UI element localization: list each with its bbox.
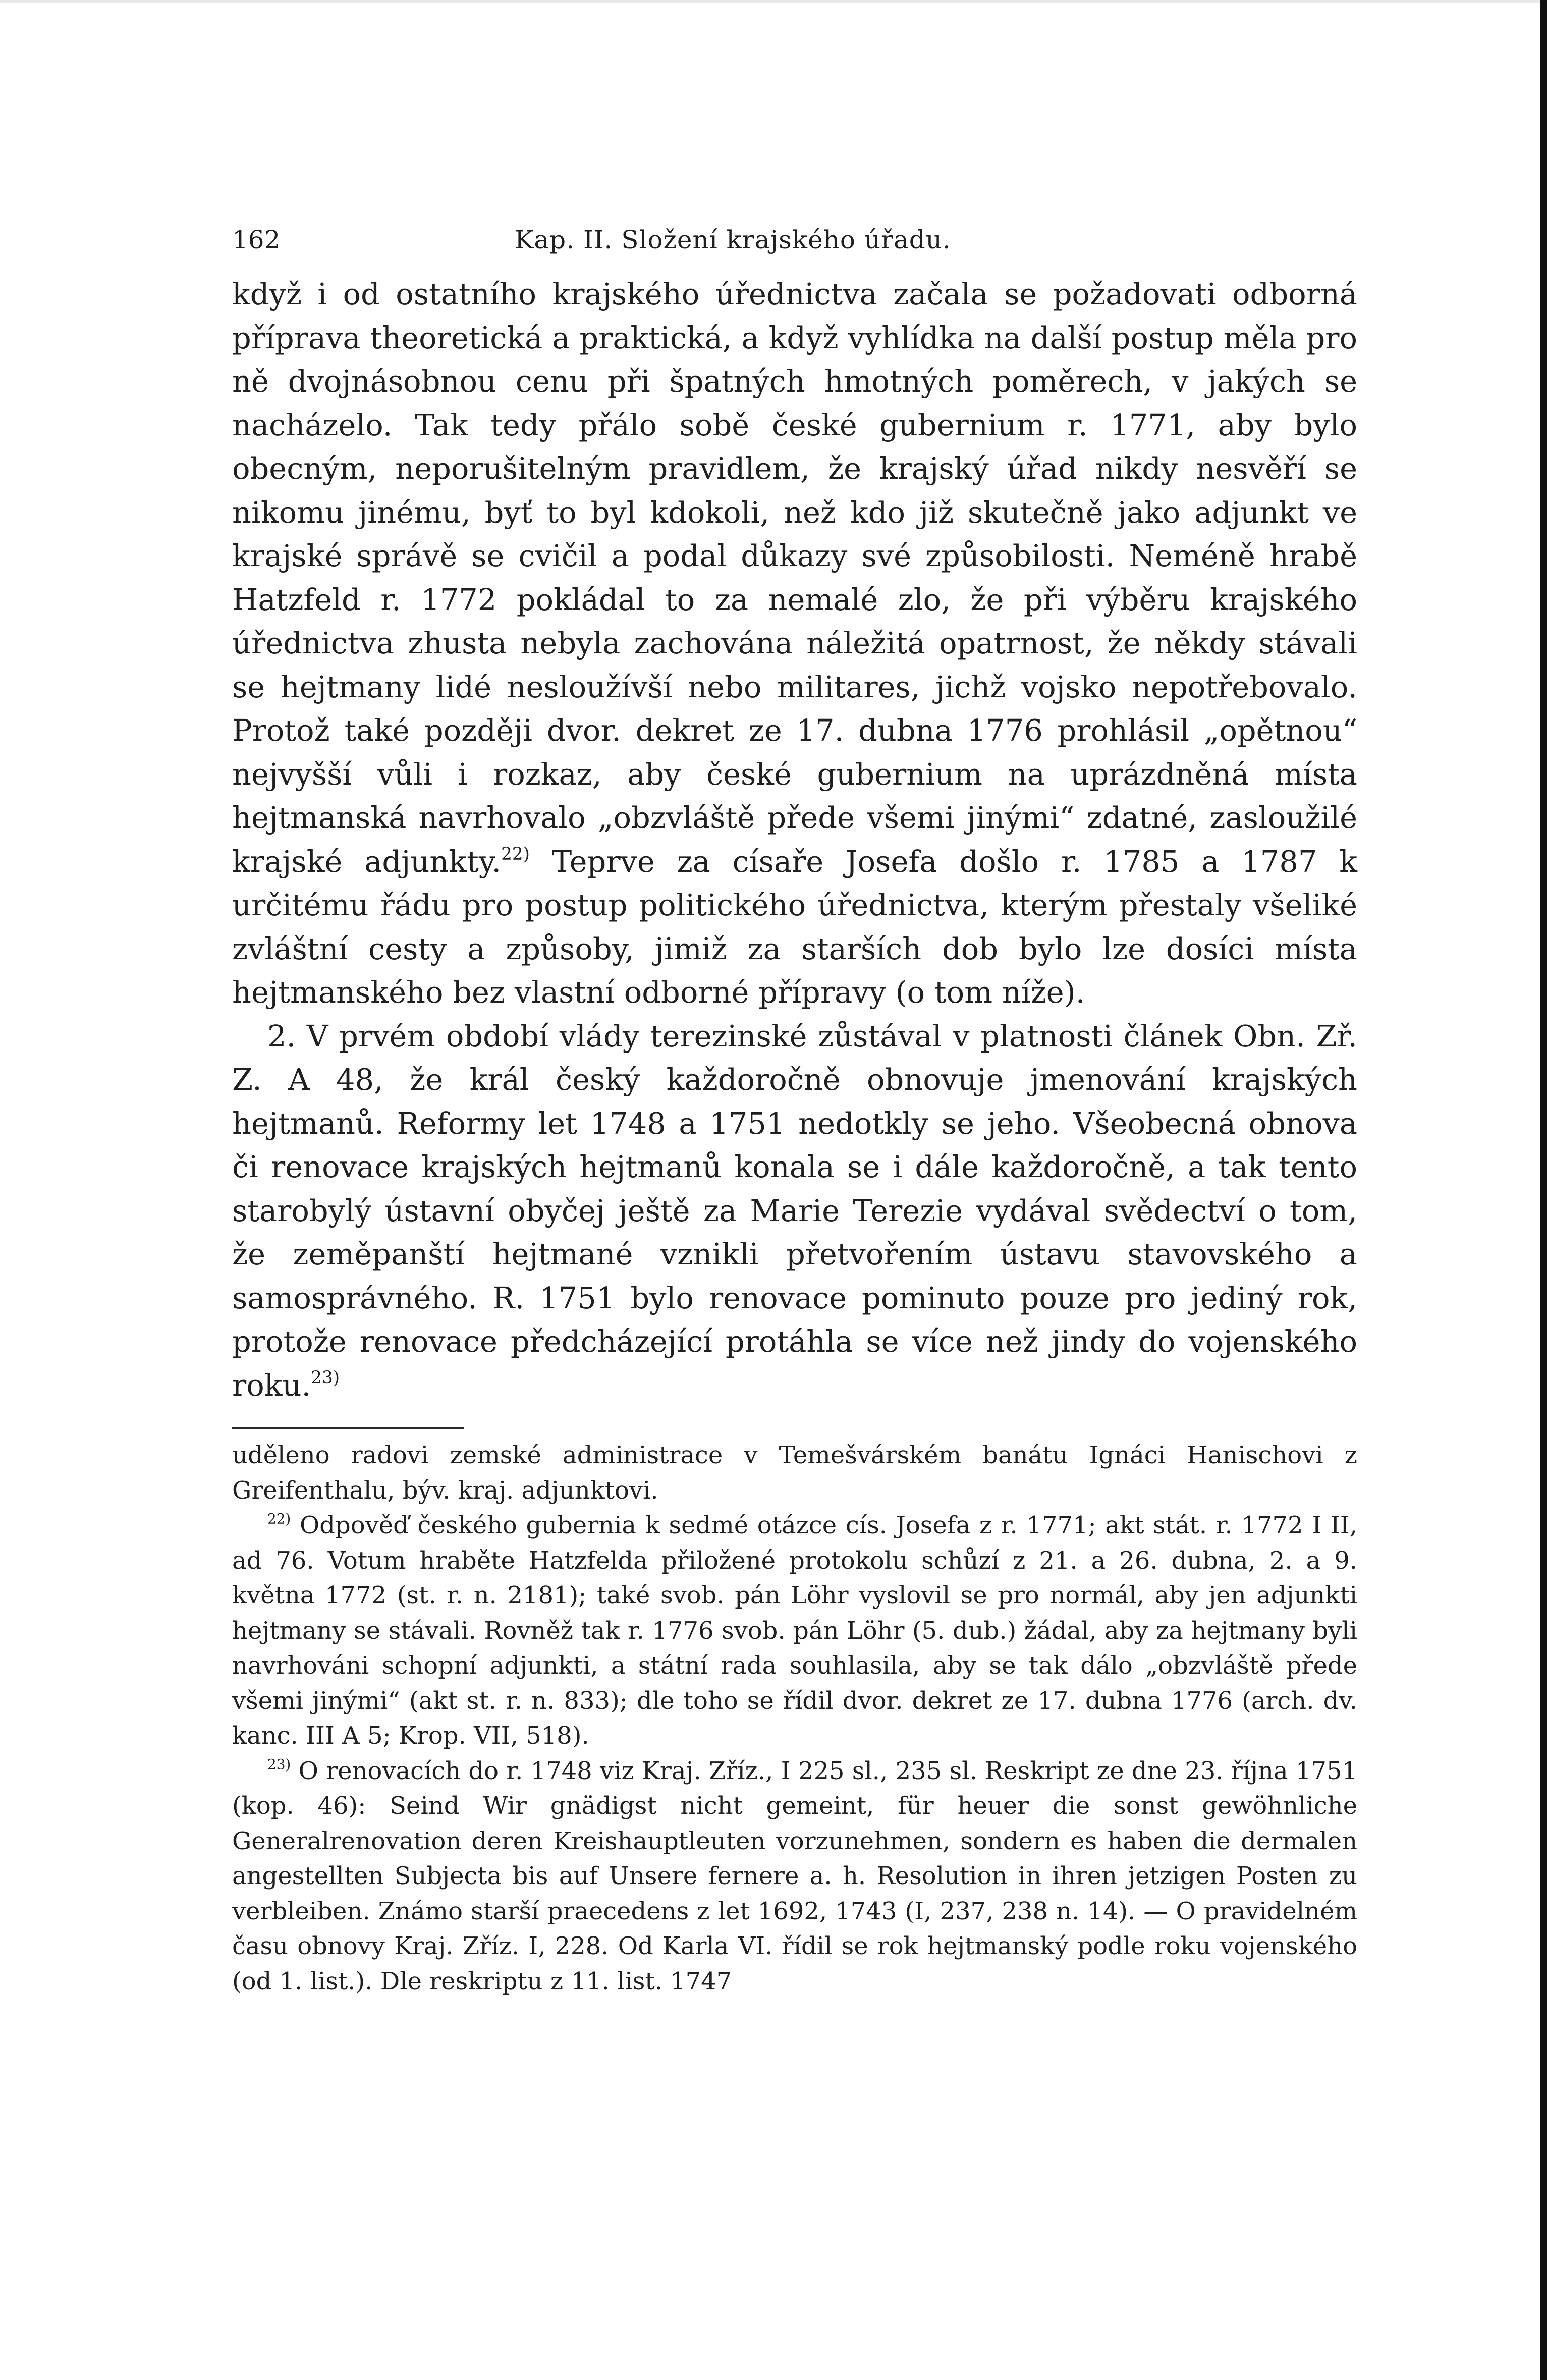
footnote-22-text: Odpověď českého gubernia k sedmé otázce cís. Josefa z r. 1771; akt stát. r. 1772 I II, ad 76. Votum hraběte Hatzfelda přiložené protokolu schůzí z 21. a 26. dubna, 2. a 9. května 1772 (st. r. n. 2181); také svob. pán Löhr vyslovil se pro normál, aby jen adjunkti hejtmany se stávali. Rovněž tak r. 1776 svob. pán Löhr (5. dub.) žádal, aby za hejtmany byli navrhováni schopní adjunkti, a státní rada souhlasila, aby se tak dálo „obzvláště přede všemi jinými“ (akt st. r. n. 833); dle toho se řídil dvor. dekret ze 17. dubna 1776 (arch. dv. kanc. III A 5; Krop. VII, 518). <box>232 1511 1357 1750</box>
footnote-ref-23: 23) <box>311 1367 340 1388</box>
footnotes <box>232 1438 1357 1999</box>
footnote-ref-22: 22) <box>501 844 530 864</box>
paragraph-2-text: 2. V prvém období vlády terezinské zůstával v platnosti článek Obn. Zř. Z. A 48, že král český každoročně obnovuje jmenování krajských hejtmanů. Reformy let 1748 a 1751 nedotkly se jeho. Všeobecná obnova či renovace krajských hejtmanů konala se i dále každoročně, a tak tento starobylý ústavní obyčej ještě za Marie Terezie vydával svědectví o tom, že zeměpanští hejtmané vznikli přetvořením ústavu stavovského a samosprávného. R. 1751 bylo renovace pominuto pouze pro jediný rok, protože renovace předcházející protáhla se více než jindy do vojenského roku. <box>232 1018 1357 1403</box>
footnote-23-mark: 23) <box>267 1756 291 1773</box>
footnote-22 <box>232 1508 1357 1754</box>
footnote-23 <box>232 1754 1357 2000</box>
paragraph-1 <box>232 272 1357 1015</box>
page-number: 162 <box>232 225 281 254</box>
scan-edge-top <box>0 0 1547 3</box>
footnote-23-text: O renovacích do r. 1748 viz Kraj. Zříz., I 225 sl., 235 sl. Reskript ze dne 23. října 1751 (kop. 46): Seind Wir gnädigst nicht gemeint, für heuer die sonst gewöhnliche Generalrenovation deren Kreishauptleuten vorzunehmen, sondern es haben die dermalen angestellten Subjecta bis auf Unsere fernere a. h. Resolution in ihren jetzigen Posten zu verbleiben. Známo starší praecedens z let 1692, 1743 (I, 237, 238 n. 14). — O pravidelném času obnovy Kraj. Zříz. I, 228. Od Karla VI. řídil se rok hejtmanský podle roku vojenského (od 1. list.). Dle reskriptu z 11. list. 1747 <box>232 1756 1357 1996</box>
running-title: Kap. II. Složení krajského úřadu. <box>515 225 951 254</box>
paragraph-1-text: když i od ostatního krajského úřednictva začala se požadovati odborná příprava theoretická a praktická, a když vyhlídka na další postup měla pro ně dvojnásobnou cenu při špatných hmotných poměrech, v jakých se nacházelo. Tak tedy přálo sobě české gubernium r. 1771, aby bylo obecným, neporušitelným pravidlem, že krajský úřad nikdy nesvěří se nikomu jinému, byť to byl kdokoli, než kdo již skutečně jako adjunkt ve krajské správě se cvičil a podal důkazy své způsobilosti. Neméně hrabě Hatzfeld r. 1772 pokládal to za nemalé zlo, že při výběru krajského úřednictva zhusta nebyla zachována náležitá opatrnost, že někdy stávali se hejtmany lidé nesloužívší nebo militares, jichž vojsko nepotřebovalo. Protož také později dvor. dekret ze 17. dubna 1776 prohlásil „opětnou“ nejvyšší vůli i rozkaz, aby české gubernium na uprázdněná místa hejtmanská navrhovalo „obzvláště přede všemi jinými“ zdatné, zasloužilé krajské adjunkty. <box>232 276 1357 879</box>
footnote-divider <box>232 1427 464 1429</box>
scan-edge-right <box>1540 0 1547 2380</box>
paragraph-1-continuation: Teprve za císaře Josefa došlo r. 1785 a 1787 k určitému řádu pro postup politického úřednictva, kterým přestaly všeliké zvláštní cesty a způsoby, jimiž za starších dob bylo lze dosíci místa hejtmanského bez vlastní odborné přípravy (o tom níže). <box>232 844 1357 1010</box>
book-page <box>232 217 1357 1999</box>
body-text <box>232 272 1357 1407</box>
footnote-continuation: uděleno radovi zemské administrace v Temešvárském banátu Ignáci Hanischovi z Greifenthalu, býv. kraj. adjunktovi. <box>232 1441 1357 1505</box>
paragraph-2 <box>232 1015 1357 1408</box>
page-header <box>232 217 1357 262</box>
footnote-22-mark: 22) <box>267 1510 291 1527</box>
